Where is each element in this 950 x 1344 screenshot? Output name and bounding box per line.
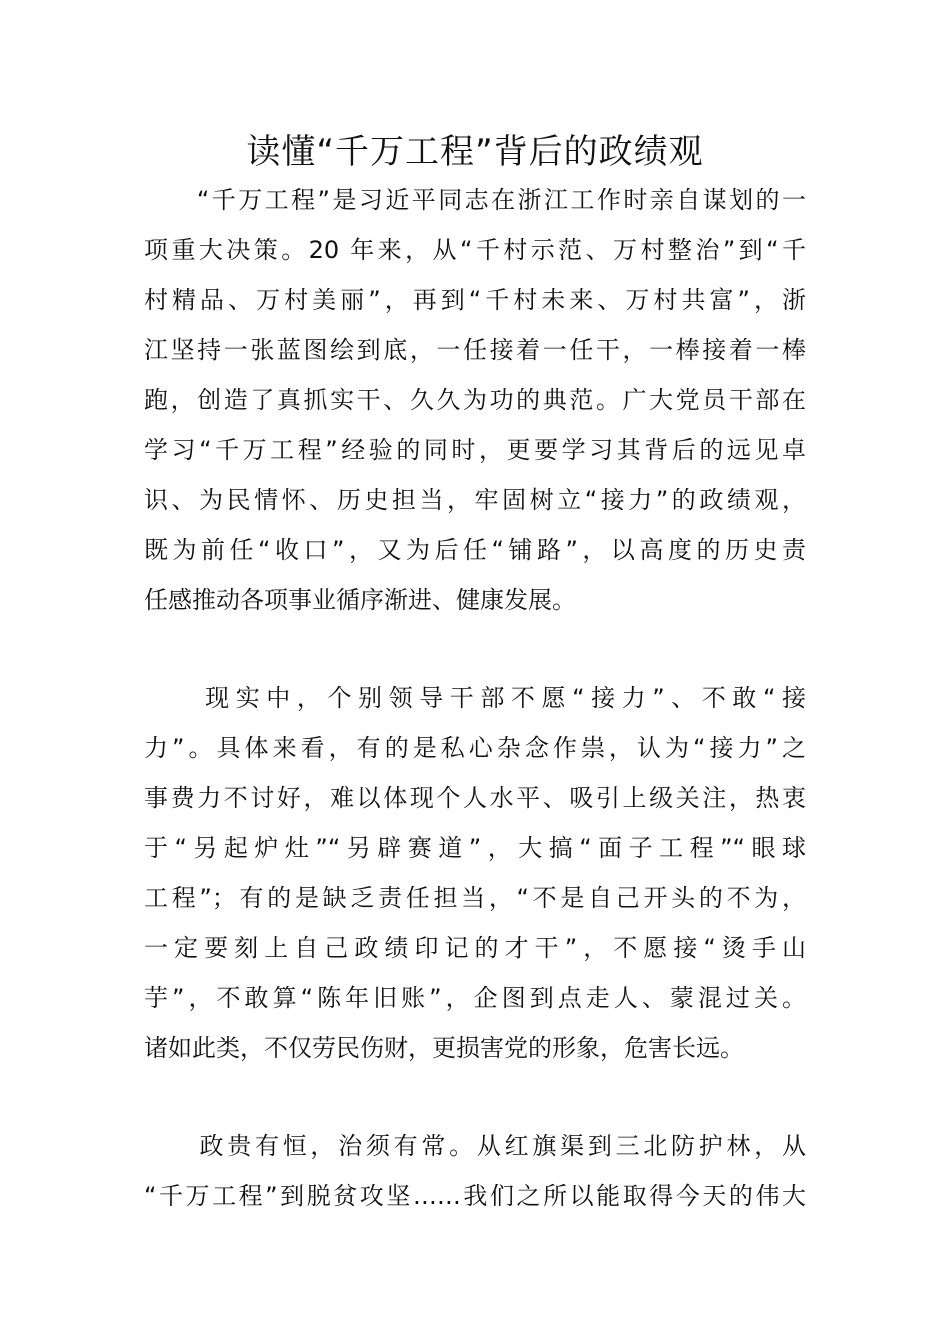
text-line: 政贵有恒，治须有常。从红旗渠到三北防护林，从	[144, 1132, 806, 1160]
text-line: 诸如此类，不仅劳民伤财，更损害党的形象，危害长远。	[144, 1034, 744, 1062]
text-line: 识、为民情怀、历史担当，牢固树立“接力”的政绩观，	[144, 486, 806, 514]
text-line: 项重大决策。20 年来，从“千村示范、万村整治”到“千	[144, 236, 806, 264]
text-line: 村精品、万村美丽”，再到“千村未来、万村共富”，浙	[144, 286, 806, 314]
text-line: 芋”，不敢算“陈年旧账”，企图到点走人、蒙混过关。	[144, 984, 806, 1012]
text-line: 工程”；有的是缺乏责任担当，“不是自己开头的不为，	[144, 884, 806, 912]
text-line: 任感推动各项事业循序渐进、健康发展。	[144, 586, 576, 614]
text-line: “千万工程”是习近平同志在浙江工作时亲自谋划的一	[144, 186, 806, 214]
document-title: 读懂“千万工程”背后的政绩观	[246, 132, 704, 172]
text-line: 于“另起炉灶”“另辟赛道”，大搞“面子工程”“眼球	[144, 834, 806, 862]
text-line: 跑，创造了真抓实干、久久为功的典范。广大党员干部在	[144, 386, 806, 414]
text-line: 既为前任“收口”，又为后任“铺路”，以高度的历史责	[144, 536, 806, 564]
text-line: 一定要刻上自己政绩印记的才干”，不愿接“烫手山	[144, 934, 806, 962]
text-line: 江坚持一张蓝图绘到底，一任接着一任干，一棒接着一棒	[144, 336, 806, 364]
text-line: “千万工程”到脱贫攻坚……我们之所以能取得今天的伟大	[144, 1182, 806, 1210]
text-line: 现实中，个别领导干部不愿“接力”、不敢“接	[144, 684, 806, 712]
text-line: 事费力不讨好，难以体现个人水平、吸引上级关注，热衷	[144, 784, 806, 812]
text-line: 学习“千万工程”经验的同时，更要学习其背后的远见卓	[144, 436, 806, 464]
text-line: 力”。具体来看，有的是私心杂念作祟，认为“接力”之	[144, 734, 806, 762]
